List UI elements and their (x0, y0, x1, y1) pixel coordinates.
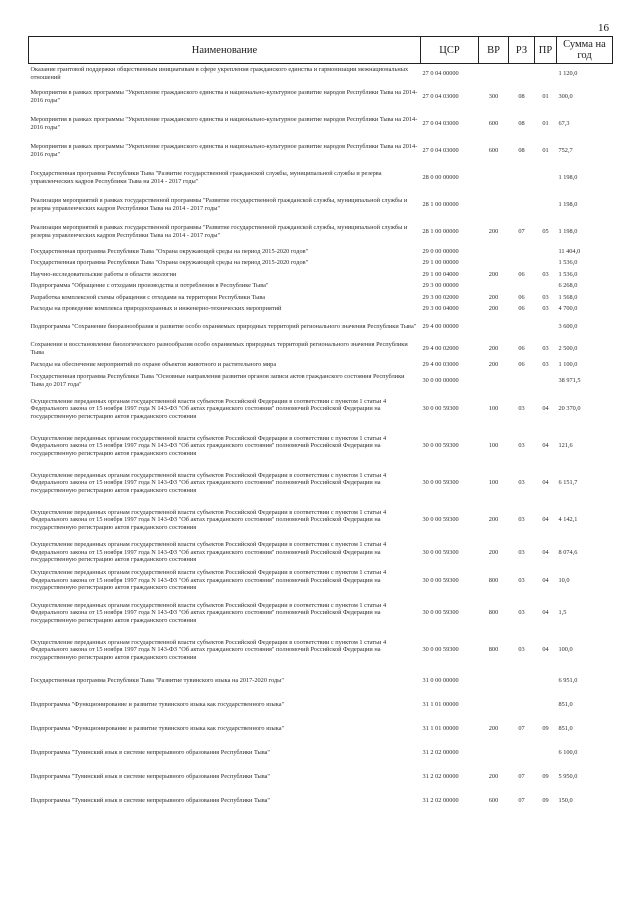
row-vr: 200 (488, 361, 499, 369)
page-number: 16 (598, 22, 609, 34)
budget-table (28, 36, 613, 813)
table-row (29, 257, 613, 269)
row-vr (479, 669, 509, 693)
row-rz (509, 64, 535, 84)
row-csr: 27 0 04 03000 (422, 147, 459, 155)
row-vr (479, 246, 509, 258)
row-vr: 200 (488, 516, 499, 524)
row-csr: 31 1 01 00000 (422, 724, 459, 732)
row-csr: 31 1 01 00000 (422, 700, 459, 708)
row-name: Подпрограмма "Сохранение биоразнообразия и развитие особо охраняемых природных территорий регионального значения Республики Тыва" (30, 323, 417, 331)
row-vr: 200 (488, 548, 499, 556)
row-name: Государственная программа Республики Тыва "Охрана окружающей среды на период 2015-2020 годов" (30, 247, 309, 255)
table-row (29, 567, 613, 595)
row-sum: 150,0 (558, 796, 573, 804)
row-sum: 2 500,0 (558, 345, 578, 353)
row-name: Осуществление переданных органам государственной власти субъектов Российской Федерации в соответствии с пунктом 1 статьи 4 Федерального закона от 15 ноября 1997 года N 143-ФЗ "Об актах гражданского состояния" полномочий Российской Федерации на государственную регистрацию актов гражданского состояния (30, 397, 387, 420)
row-name: Подпрограмма "Тувинский язык в системе непрерывного образования Республики Тыва" (30, 772, 270, 780)
row-sum: 300,0 (558, 93, 573, 101)
row-sum: 6 268,0 (558, 282, 578, 290)
row-pr (535, 371, 557, 391)
row-name: Расходы на проведение комплекса природоохранных и инженерно-технических мероприятий (30, 305, 282, 313)
row-name: Государственная программа Республики Тыва "Охрана окружающей среды на период 2015-2020 годов" (30, 259, 309, 267)
row-rz: 03 (518, 609, 525, 617)
row-csr: 30 0 00 59300 (422, 609, 459, 617)
row-vr (479, 315, 509, 339)
row-pr: 04 (542, 609, 549, 617)
row-name: Осуществление переданных органам государственной власти субъектов Российской Федерации в соответствии с пунктом 1 статьи 4 Федерального закона от 15 ноября 1997 года N 143-ФЗ "Об актах гражданского состояния" полномочий Российской Федерации на государственную регистрацию актов гражданского состояния (30, 434, 387, 457)
row-pr (535, 315, 557, 339)
row-vr (479, 165, 509, 192)
row-rz: 06 (518, 305, 525, 313)
row-vr (479, 693, 509, 717)
row-rz (509, 192, 535, 219)
table-row (29, 741, 613, 765)
row-sum: 38 971,5 (558, 376, 581, 384)
row-pr: 04 (542, 548, 549, 556)
row-pr: 01 (542, 147, 549, 155)
row-name: Государственная программа Республики Тыва "Развитие государственной гражданской службы, муниципальной службы и резерва управленческих кадров Республики Тыва на 2014 - 2017 годы" (30, 170, 382, 185)
row-name: Реализация мероприятий в рамках государственной программы "Развитие государственной гражданской службы, муниципальной службы и резерва управленческих кадров Республики Тыва на 2014 - 2017 годы" (30, 197, 408, 212)
row-rz: 03 (518, 405, 525, 413)
table-row (29, 219, 613, 246)
table-row (29, 789, 613, 813)
table-row (29, 292, 613, 304)
table-row (29, 84, 613, 111)
row-name: Реализация мероприятий в рамках государственной программы "Развитие государственной гражданской службы, муниципальной службы и резерва управленческих кадров Республики Тыва на 2014 - 2017 годы" (30, 224, 408, 239)
row-pr: 01 (542, 93, 549, 101)
row-vr: 200 (488, 724, 499, 732)
row-pr: 05 (542, 228, 549, 236)
row-sum: 1 198,0 (558, 174, 578, 182)
table-row (29, 138, 613, 165)
row-vr (479, 371, 509, 391)
header-sum: Сумма на год (557, 37, 613, 64)
row-csr: 28 1 00 00000 (422, 228, 459, 236)
row-vr: 800 (488, 609, 499, 617)
row-sum: 851,0 (558, 700, 573, 708)
row-pr (535, 741, 557, 765)
row-pr: 03 (542, 305, 549, 313)
row-vr (479, 257, 509, 269)
row-csr: 30 0 00 59300 (422, 442, 459, 450)
row-name: Подпрограмма "Функционирование и развитие тувинского языка как государственного языка" (30, 724, 285, 732)
row-pr (535, 280, 557, 292)
row-rz: 07 (518, 228, 525, 236)
row-name: Научно-исследовательские работы в области экологии (30, 270, 177, 278)
row-name: Государственная программа Республики Тыва "Развитие тувинского языка на 2017-2020 годы" (30, 676, 284, 684)
row-pr: 09 (542, 724, 549, 732)
row-sum: 6 151,7 (558, 479, 578, 487)
table-row (29, 595, 613, 632)
row-sum: 8 074,6 (558, 548, 578, 556)
header-rz: РЗ (509, 37, 535, 64)
row-csr: 30 0 00 59300 (422, 405, 459, 413)
row-sum: 851,0 (558, 724, 573, 732)
row-rz (509, 371, 535, 391)
row-name: Сохранение и восстановление биологического разнообразия особо охраняемых природных территорий регионального значения Республики Тыва (30, 341, 408, 357)
table-row (29, 111, 613, 138)
row-sum: 752,7 (558, 147, 573, 155)
row-sum: 1 198,0 (558, 201, 578, 209)
row-sum: 67,3 (558, 120, 570, 128)
row-sum: 10,0 (558, 576, 570, 584)
row-vr: 800 (488, 576, 499, 584)
row-pr: 03 (542, 361, 549, 369)
table-row (29, 391, 613, 428)
row-rz (509, 165, 535, 192)
row-pr (535, 246, 557, 258)
row-sum: 1 536,0 (558, 270, 578, 278)
row-rz: 08 (518, 147, 525, 155)
row-name: Подпрограмма "Тувинский язык в системе непрерывного образования Республики Тыва" (30, 796, 270, 804)
row-pr (535, 165, 557, 192)
row-csr: 31 0 00 00000 (422, 676, 459, 684)
row-name: Осуществление переданных органам государственной власти субъектов Российской Федерации в соответствии с пунктом 1 статьи 4 Федерального закона от 15 ноября 1997 года N 143-ФЗ "Об актах гражданского состояния" полномочий Российской Федерации на государственную регистрацию актов гражданского состояния (30, 541, 387, 564)
row-vr: 100 (488, 479, 499, 487)
row-pr: 09 (542, 772, 549, 780)
row-sum: 1 100,0 (558, 361, 578, 369)
row-vr (479, 280, 509, 292)
row-name: Осуществление переданных органам государственной власти субъектов Российской Федерации в соответствии с пунктом 1 статьи 4 Федерального закона от 15 ноября 1997 года N 143-ФЗ "Об актах гражданского состояния" полномочий Российской Федерации на государственную регистрацию актов гражданского состояния (30, 569, 387, 592)
row-rz: 03 (518, 646, 525, 654)
row-csr: 30 0 00 59300 (422, 646, 459, 654)
row-csr: 29 3 00 02000 (422, 293, 459, 301)
row-vr: 200 (488, 270, 499, 278)
row-csr: 28 0 00 00000 (422, 174, 459, 182)
row-vr (479, 741, 509, 765)
row-csr: 31 2 02 00000 (422, 748, 459, 756)
row-csr: 29 4 00 02000 (422, 345, 459, 353)
row-pr: 03 (542, 345, 549, 353)
row-name: Оказание грантовой поддержки общественным инициативам в сфере укрепления гражданского единства и гармонизации межнациональных отношений (30, 66, 409, 81)
row-csr: 30 0 00 59300 (422, 576, 459, 584)
row-sum: 1 198,0 (558, 228, 578, 236)
row-pr: 03 (542, 293, 549, 301)
row-vr: 100 (488, 405, 499, 413)
row-rz (509, 246, 535, 258)
table-row (29, 717, 613, 741)
row-sum: 6 100,0 (558, 748, 578, 756)
row-pr (535, 693, 557, 717)
row-rz: 03 (518, 576, 525, 584)
row-csr: 31 2 02 00000 (422, 772, 459, 780)
row-vr: 200 (488, 228, 499, 236)
row-csr: 27 0 04 03000 (422, 120, 459, 128)
table-row (29, 246, 613, 258)
row-rz: 06 (518, 345, 525, 353)
row-name: Осуществление переданных органам государственной власти субъектов Российской Федерации в соответствии с пунктом 1 статьи 4 Федерального закона от 15 ноября 1997 года N 143-ФЗ "Об актах гражданского состояния" полномочий Российской Федерации на государственную регистрацию актов гражданского состояния (30, 638, 387, 661)
row-name: Подпрограмма "Обращение с отходами производства и потребления в Республике Тыва" (30, 282, 269, 290)
table-row (29, 765, 613, 789)
row-sum: 5 950,0 (558, 772, 578, 780)
row-sum: 1 120,0 (558, 69, 578, 77)
row-pr: 04 (542, 576, 549, 584)
table-row (29, 303, 613, 315)
row-sum: 1,5 (558, 609, 567, 617)
header-vr: ВР (479, 37, 509, 64)
row-csr: 29 0 00 00000 (422, 247, 459, 255)
row-csr: 30 0 00 59300 (422, 516, 459, 524)
row-name: Подпрограмма "Тувинский язык в системе непрерывного образования Республики Тыва" (30, 748, 270, 756)
row-rz: 06 (518, 293, 525, 301)
row-sum: 11 404,0 (558, 247, 581, 255)
row-rz: 03 (518, 548, 525, 556)
row-sum: 4 142,1 (558, 516, 578, 524)
table-row (29, 280, 613, 292)
header-csr: ЦСР (421, 37, 479, 64)
row-sum: 4 700,0 (558, 305, 578, 313)
row-csr: 29 1 00 04000 (422, 270, 459, 278)
table-row (29, 192, 613, 219)
table-row (29, 539, 613, 567)
row-sum: 121,6 (558, 442, 573, 450)
row-name: Мероприятия в рамках программы "Укрепление гражданского единства и национально-культурное развитие народов Республики Тыва на 2014-2016 годы" (30, 116, 418, 131)
row-pr: 04 (542, 405, 549, 413)
row-rz (509, 257, 535, 269)
row-rz: 06 (518, 361, 525, 369)
row-pr: 04 (542, 516, 549, 524)
table-row (29, 502, 613, 539)
row-vr (479, 64, 509, 84)
header-name: Наименование (29, 37, 421, 64)
table-row (29, 465, 613, 502)
table-body (29, 64, 613, 813)
row-csr: 30 0 00 59300 (422, 548, 459, 556)
row-vr: 800 (488, 646, 499, 654)
row-vr: 600 (488, 120, 499, 128)
table-row (29, 165, 613, 192)
row-rz (509, 280, 535, 292)
row-rz (509, 669, 535, 693)
row-sum: 6 951,0 (558, 676, 578, 684)
table-row (29, 269, 613, 281)
header-pr: ПР (535, 37, 557, 64)
row-name: Разработка комплексной схемы обращения с отходами на территории Республики Тыва (30, 293, 266, 301)
row-pr: 03 (542, 270, 549, 278)
row-pr (535, 257, 557, 269)
table-row (29, 428, 613, 465)
budget-sheet (28, 36, 612, 813)
row-name: Мероприятия в рамках программы "Укрепление гражданского единства и национально-культурное развитие народов Республики Тыва на 2014-2016 годы" (30, 143, 418, 158)
row-csr: 29 1 00 00000 (422, 259, 459, 267)
row-rz: 07 (518, 796, 525, 804)
row-csr: 31 2 02 00000 (422, 796, 459, 804)
row-pr (535, 64, 557, 84)
row-csr: 29 4 00 03000 (422, 361, 459, 369)
row-rz: 08 (518, 120, 525, 128)
row-sum: 1 568,0 (558, 293, 578, 301)
row-name: Осуществление переданных органам государственной власти субъектов Российской Федерации в соответствии с пунктом 1 статьи 4 Федерального закона от 15 ноября 1997 года N 143-ФЗ "Об актах гражданского состояния" полномочий Российской Федерации на государственную регистрацию актов гражданского состояния (30, 471, 387, 494)
row-rz: 06 (518, 270, 525, 278)
table-row (29, 371, 613, 391)
row-name: Осуществление переданных органам государственной власти субъектов Российской Федерации в соответствии с пунктом 1 статьи 4 Федерального закона от 15 ноября 1997 года N 143-ФЗ "Об актах гражданского состояния" полномочий Российской Федерации на государственную регистрацию актов гражданского состояния (30, 508, 387, 531)
row-name: Мероприятия в рамках программы "Укрепление гражданского единства и национально-культурное развитие народов Республики Тыва на 2014-2016 годы" (30, 89, 418, 104)
table-row (29, 693, 613, 717)
row-rz (509, 741, 535, 765)
row-vr: 200 (488, 772, 499, 780)
row-rz (509, 693, 535, 717)
row-vr: 100 (488, 442, 499, 450)
row-pr (535, 192, 557, 219)
row-rz: 03 (518, 516, 525, 524)
row-rz: 07 (518, 724, 525, 732)
row-name: Государственная программа Республики Тыва "Основные направления развития органов записи актов гражданского состояния Республики Тыва до 2017 года" (30, 373, 405, 388)
row-name: Подпрограмма "Функционирование и развитие тувинского языка как государственного языка" (30, 700, 285, 708)
row-csr: 27 0 04 03000 (422, 93, 459, 101)
row-name: Расходы на обеспечение мероприятий по охране объектов животного и растительного мира (30, 361, 277, 369)
row-csr: 29 3 00 00000 (422, 282, 459, 290)
row-vr: 200 (488, 305, 499, 313)
table-row (29, 632, 613, 669)
row-pr: 04 (542, 646, 549, 654)
table-row (29, 339, 613, 359)
table-row (29, 359, 613, 371)
row-csr: 29 4 00 00000 (422, 323, 459, 331)
row-rz: 08 (518, 93, 525, 101)
row-sum: 100,0 (558, 646, 573, 654)
row-name: Осуществление переданных органам государственной власти субъектов Российской Федерации в соответствии с пунктом 1 статьи 4 Федерального закона от 15 ноября 1997 года N 143-ФЗ "Об актах гражданского состояния" полномочий Российской Федерации на государственную регистрацию актов гражданского состояния (30, 601, 387, 624)
table-row (29, 669, 613, 693)
row-csr: 27 0 04 00000 (422, 69, 459, 77)
row-csr: 30 0 00 00000 (422, 376, 459, 384)
row-pr: 04 (542, 479, 549, 487)
row-vr (479, 192, 509, 219)
row-pr: 04 (542, 442, 549, 450)
row-csr: 28 1 00 00000 (422, 201, 459, 209)
table-row (29, 64, 613, 84)
row-rz: 03 (518, 442, 525, 450)
row-vr: 200 (488, 345, 499, 353)
row-pr (535, 669, 557, 693)
row-pr: 01 (542, 120, 549, 128)
row-vr: 600 (488, 147, 499, 155)
table-row (29, 315, 613, 339)
row-sum: 20 370,0 (558, 405, 581, 413)
table-header (29, 37, 613, 64)
row-pr: 09 (542, 796, 549, 804)
row-csr: 29 3 00 04000 (422, 305, 459, 313)
row-sum: 1 536,0 (558, 259, 578, 267)
row-vr: 300 (488, 93, 499, 101)
row-rz (509, 315, 535, 339)
row-vr: 600 (488, 796, 499, 804)
row-vr: 200 (488, 293, 499, 301)
row-csr: 30 0 00 59300 (422, 479, 459, 487)
row-sum: 3 600,0 (558, 323, 578, 331)
row-rz: 03 (518, 479, 525, 487)
row-rz: 07 (518, 772, 525, 780)
